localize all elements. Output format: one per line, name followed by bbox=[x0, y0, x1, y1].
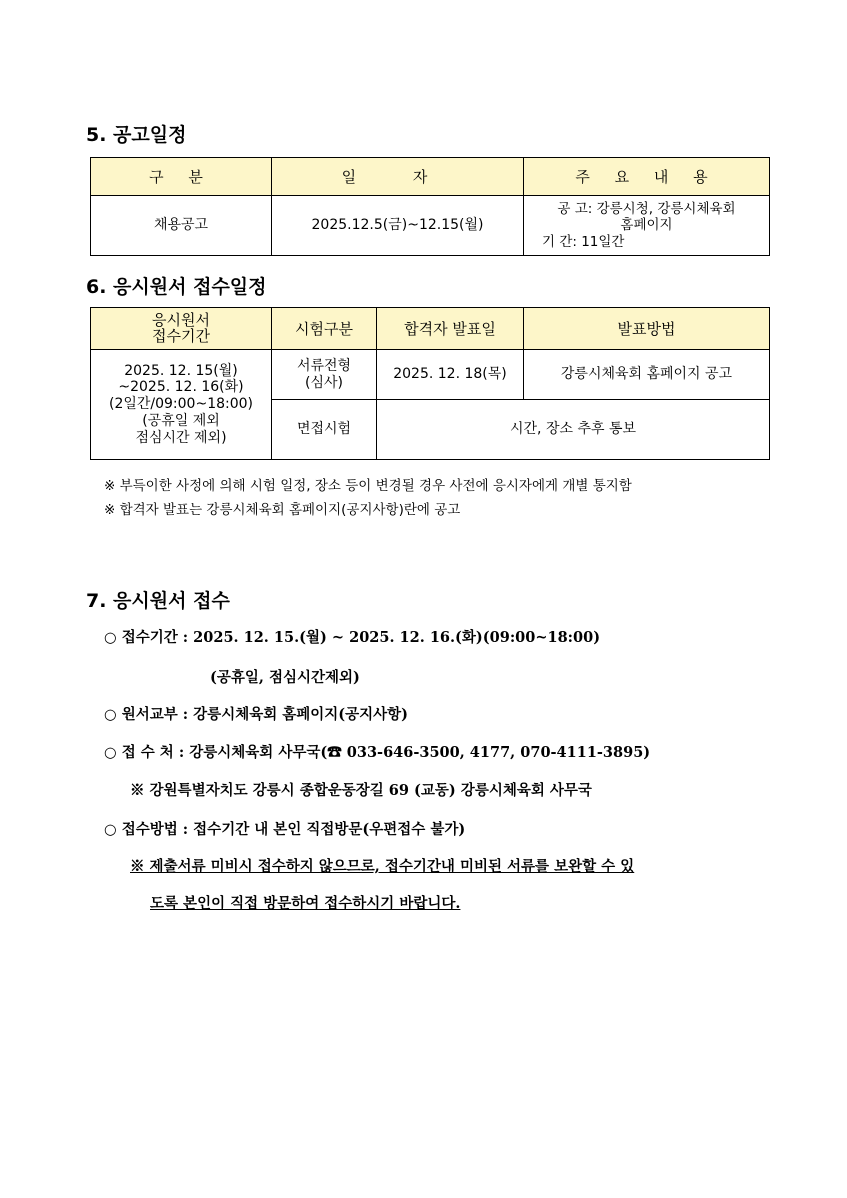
schedule-details bbox=[524, 196, 770, 256]
document-screening-row bbox=[91, 350, 770, 400]
application-place-line: ○ 접 수 처 : 강릉시체육회 사무국(☎ 033-646-3500, 4177, 070-4111-3895) bbox=[104, 744, 651, 761]
header-category: 구 분 bbox=[91, 158, 272, 196]
details-line3: 기 간: 11일간 bbox=[542, 233, 625, 250]
schedule-header-row bbox=[91, 158, 770, 196]
exam-type-interview: 면접시험 bbox=[272, 400, 377, 460]
application-period bbox=[91, 350, 272, 460]
schedule-table bbox=[90, 157, 770, 256]
period-line4: (공휴일 제외 bbox=[142, 412, 220, 429]
notes-block bbox=[104, 474, 632, 522]
header-date: 일 자 bbox=[272, 158, 524, 196]
details-line2: 홈페이지 bbox=[620, 217, 673, 234]
application-period-line: ○ 접수기간 : 2025. 12. 15.(월) ~ 2025. 12. 16.(화)(09:00~18:00) bbox=[104, 629, 601, 646]
form-distribution-line: ○ 원서교부 : 강릉시체육회 홈페이지(공지사항) bbox=[104, 706, 409, 723]
header-announce-date: 합격자 발표일 bbox=[377, 308, 524, 350]
exam-type-screening bbox=[272, 350, 377, 400]
details-line1: 공 고: 강릉시청, 강릉시체육회 bbox=[557, 201, 736, 218]
application-period-note: (공휴일, 점심시간제외) bbox=[210, 669, 360, 686]
interview-notice: 시간, 장소 추후 통보 bbox=[377, 400, 770, 460]
note-schedule-change: ※ 부득이한 사정에 의해 시험 일정, 장소 등이 변경될 경우 사전에 응시자에게 개별 통지함 bbox=[104, 478, 632, 494]
header-exam-type: 시험구분 bbox=[272, 308, 377, 350]
section6-title: 6. 응시원서 접수일정 bbox=[86, 276, 267, 298]
header-period bbox=[91, 308, 272, 350]
header-announce-method: 발표방법 bbox=[524, 308, 770, 350]
header-period-line1: 응시원서 bbox=[152, 310, 210, 329]
period-line1: 2025. 12. 15(월) bbox=[124, 362, 238, 379]
application-header-row bbox=[91, 308, 770, 350]
exam-line1: 서류전형 bbox=[296, 357, 352, 374]
header-period-line2: 접수기간 bbox=[152, 326, 210, 345]
announce-date: 2025. 12. 18(목) bbox=[377, 350, 524, 400]
warning-line2: 도록 본인이 직접 방문하여 접수하시기 바랍니다. bbox=[150, 895, 461, 912]
schedule-row bbox=[91, 196, 770, 256]
announce-method: 강릉시체육회 홈페이지 공고 bbox=[524, 350, 770, 400]
application-schedule-table bbox=[90, 307, 770, 460]
note-announcement: ※ 합격자 발표는 강릉시체육회 홈페이지(공지사항)란에 공고 bbox=[104, 502, 461, 518]
office-address-line: ※ 강원특별자치도 강릉시 종합운동장길 69 (교동) 강릉시체육회 사무국 bbox=[130, 782, 592, 799]
schedule-category: 채용공고 bbox=[91, 196, 272, 256]
section7-title: 7. 응시원서 접수 bbox=[86, 590, 230, 612]
application-method-line: ○ 접수방법 : 접수기간 내 본인 직접방문(우편접수 불가) bbox=[104, 821, 466, 838]
schedule-date: 2025.12.5(금)~12.15(월) bbox=[272, 196, 524, 256]
period-line5: 점심시간 제외) bbox=[135, 429, 227, 446]
section5-title: 5. 공고일정 bbox=[86, 124, 187, 146]
header-details: 주 요 내 용 bbox=[524, 158, 770, 196]
warning-line1: ※ 제출서류 미비시 접수하지 않으므로, 접수기간내 미비된 서류를 보완할 수 있 bbox=[130, 858, 635, 875]
period-line3: (2일간/09:00~18:00) bbox=[108, 396, 254, 413]
exam-line2: (심사) bbox=[305, 374, 343, 391]
period-line2: ~2025. 12. 16(화) bbox=[118, 379, 244, 396]
